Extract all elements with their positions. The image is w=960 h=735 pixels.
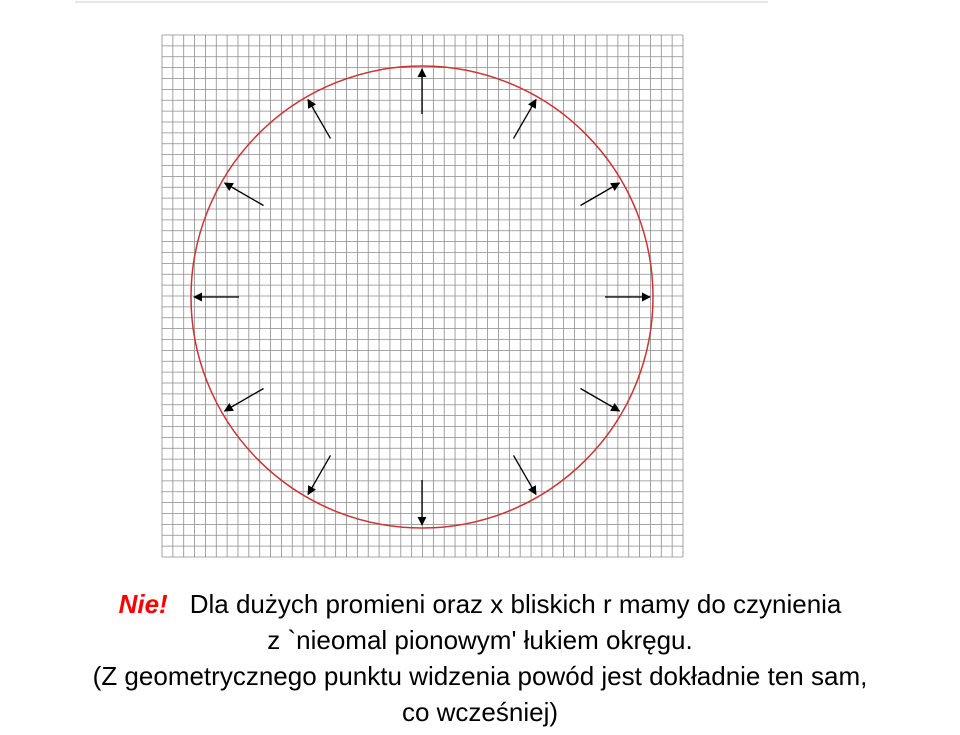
caption-line-2: z `nieomal pionowym' łukiem okręgu.: [267, 625, 693, 655]
radial-arrow: [514, 455, 537, 494]
radial-arrow: [580, 389, 619, 412]
caption-exclamation: Nie!: [118, 589, 168, 619]
caption-text-1: Dla dużych promieni oraz x bliskich r mamy do czynienia: [189, 589, 842, 619]
caption: [0, 586, 960, 730]
circle: [191, 66, 653, 528]
radial-arrow: [580, 183, 619, 206]
arrows: [194, 69, 650, 525]
radial-arrow: [225, 389, 264, 412]
radial-arrow: [308, 455, 331, 494]
caption-line-3: (Z geometrycznego punktu widzenia powód jest dokładnie ten sam,: [92, 661, 868, 691]
radial-arrow: [225, 183, 264, 206]
caption-line-1: [0, 586, 960, 622]
caption-line-4: co wcześniej): [401, 697, 559, 727]
